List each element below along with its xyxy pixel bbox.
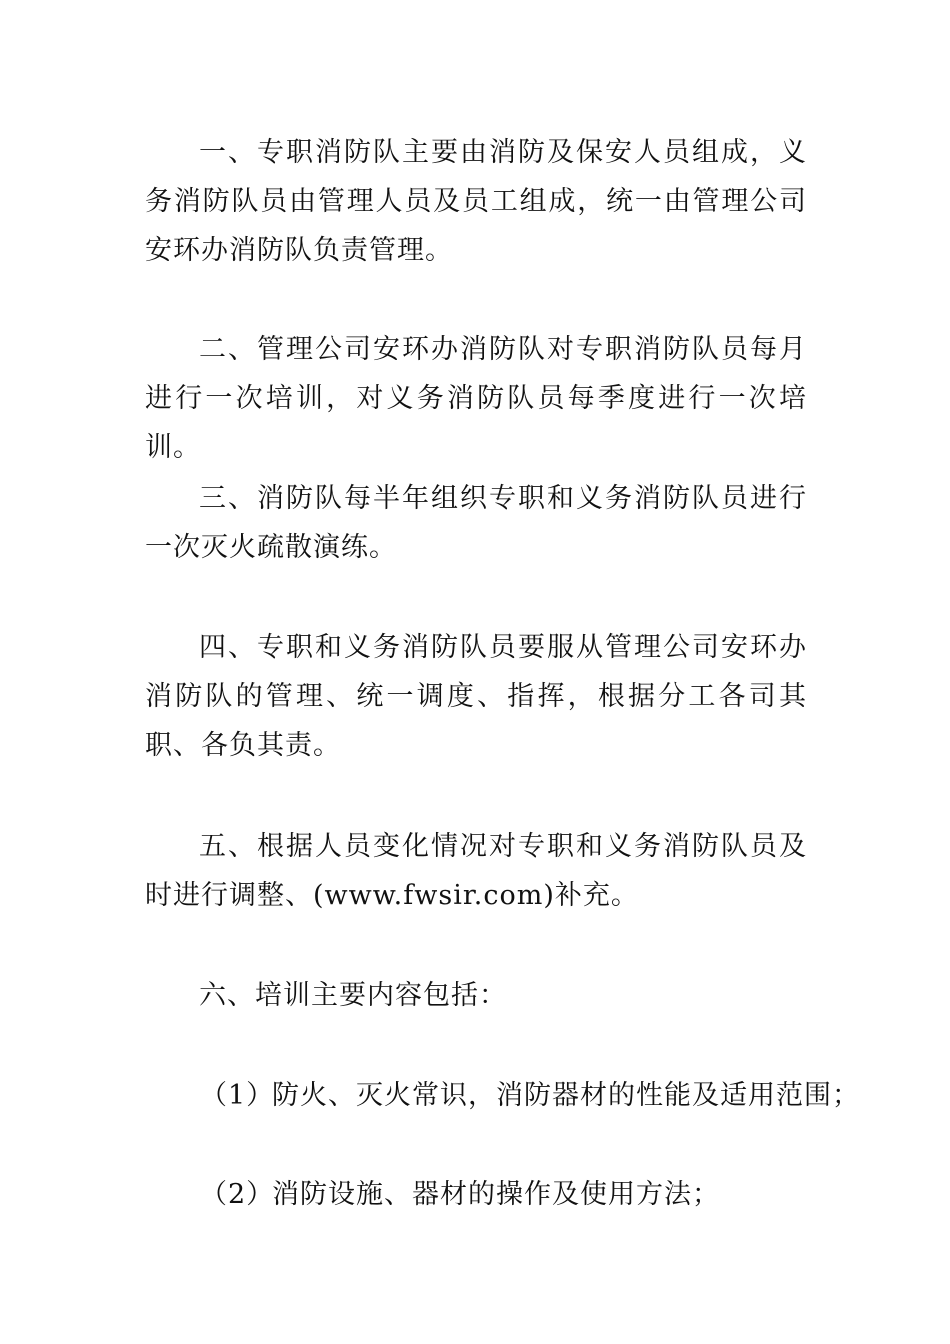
list-item-number: （2） [200, 1179, 275, 1210]
paragraph-5: 五、根据人员变化情况对专职和义务消防队员及时进行调整、(www.fwsir.com)补充。 [145, 831, 807, 911]
list-item-1 [200, 1071, 860, 1120]
paragraph-6: 六、培训主要内容包括： [199, 980, 507, 1011]
paragraph-4: 四、专职和义务消防队员要服从管理公司安环办消防队的管理、统一调度、指挥，根据分工各司其职、各负其责。 [145, 632, 807, 761]
list-item-text: 消防设施、器材的操作及使用方法； [272, 1179, 720, 1210]
paragraph-3: 三、消防队每半年组织专职和义务消防队员进行一次灭火疏散演练。 [145, 483, 807, 563]
paragraph-1: 一、专职消防队主要由消防及保安人员组成，义务消防队员由管理人员及员工组成，统一由管理公司安环办消防队负责管理。 [145, 137, 807, 266]
list-item-text: 防火、灭火常识，消防器材的性能及适用范围； [272, 1080, 860, 1111]
list-item-number: （1） [200, 1080, 275, 1111]
paragraph-2: 二、管理公司安环办消防队对专职消防队员每月进行一次培训，对义务消防队员每季度进行一次培训。 [145, 334, 807, 463]
list-item-2 [200, 1170, 820, 1219]
